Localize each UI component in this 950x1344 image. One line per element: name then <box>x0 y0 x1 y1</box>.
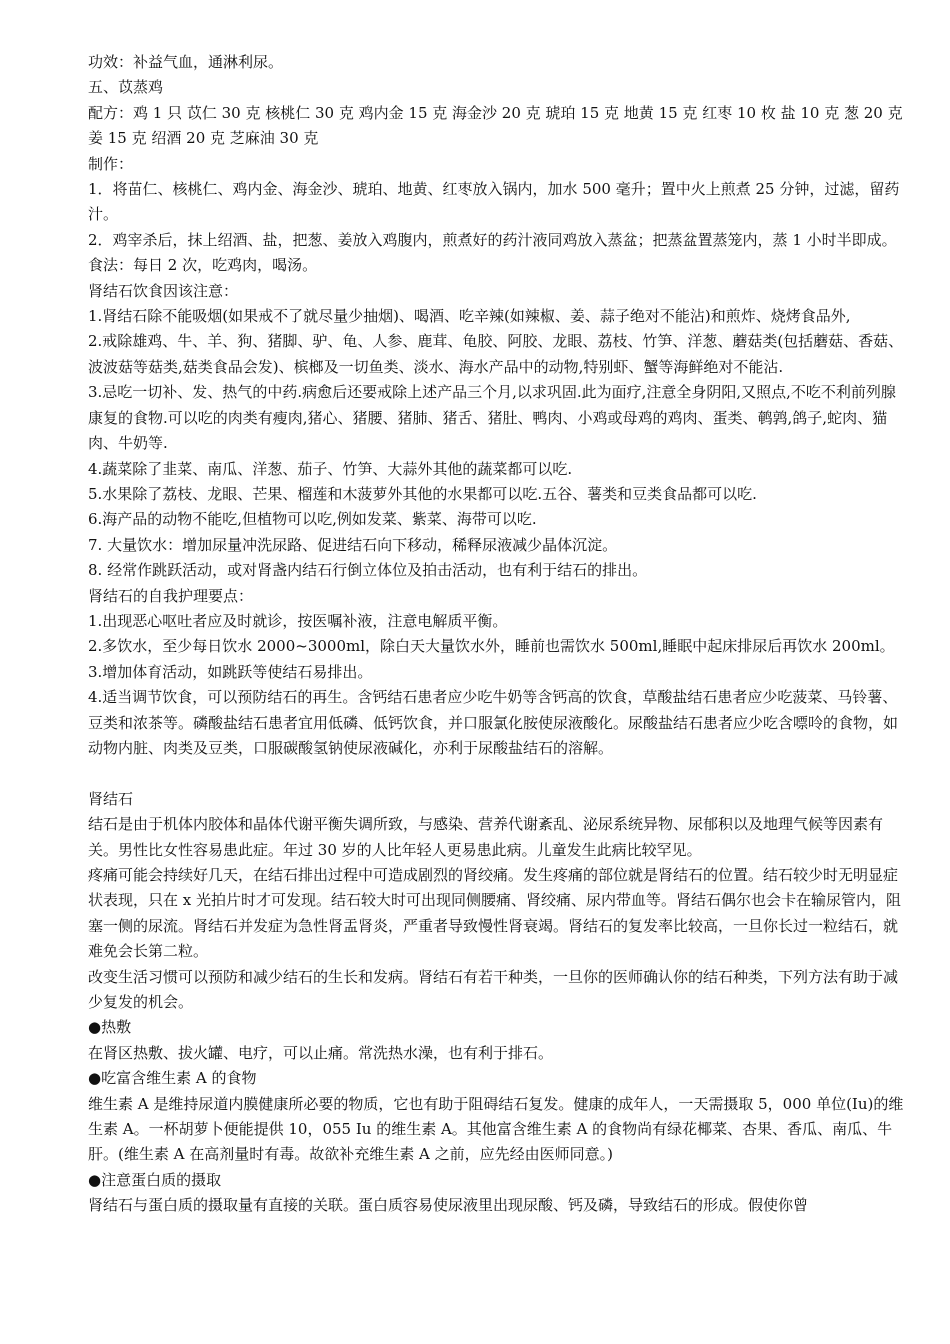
diet-note-4: 4.蔬菜除了韭菜、南瓜、洋葱、茄子、竹笋、大蒜外其他的蔬菜都可以吃. <box>88 459 573 478</box>
self-care-1: 1.出现恶心呕吐者应及时就诊，按医嘱补液，注意电解质平衡。 <box>88 611 508 630</box>
diet-note-8: 8. 经常作跳跃活动，或对肾盏内结石行倒立体位及拍击活动，也有利于结石的排出。 <box>88 561 648 580</box>
recipe-title: 五、苡蒸鸡 <box>88 78 164 97</box>
tip-hot-compress: 在肾区热敷、拔火罐、电疗，可以止痛。常洗热水澡，也有利于排石。 <box>88 1043 554 1062</box>
recipe-ingredients: 配方：鸡 1 只 苡仁 30 克 核桃仁 30 克 鸡内金 15 克 海金沙 20 克 琥珀 15 克 地黄 15 克 红枣 10 枚 盐 10 克 葱 20 克 姜 15 克 绍酒 20 克 芝麻油 30 克 <box>88 103 903 148</box>
recipe-usage: 食法：每日 2 次，吃鸡肉，喝汤。 <box>88 256 318 275</box>
section-title-kidney-stone: 肾结石 <box>88 789 134 808</box>
self-care-heading: 肾结石的自我护理要点： <box>88 586 254 605</box>
efficacy-line: 功效：补益气血，通淋利尿。 <box>88 53 284 71</box>
diet-note-7: 7. 大量饮水：增加尿量冲洗尿路、促进结石向下移动，稀释尿液减少晶体沉淀。 <box>88 535 618 554</box>
recipe-step-2: 2．鸡宰杀后，抹上绍酒、盐，把葱、姜放入鸡腹内，煎煮好的药汁液同鸡放入蒸盆；把蒸盆置蒸笼内，蒸 1 小时半即成。 <box>88 230 897 249</box>
tip-heading-hot-compress: ●热敷 <box>88 1018 132 1037</box>
diet-note-1: 1.肾结石除不能吸烟(如果戒不了就尽量少抽烟)、喝酒、吃辛辣(如辣椒、姜、蒜子绝对不能沾)和煎炸、烧烤食品外, <box>88 307 851 326</box>
tip-protein: 肾结石与蛋白质的摄取量有直接的关联。蛋白质容易使尿液里出现尿酸、钙及磷，导致结石的形成。假使你曾 <box>88 1196 809 1215</box>
diet-note-2: 2.戒除雄鸡、牛、羊、狗、猪脚、驴、龟、人参、鹿茸、龟胶、阿胶、龙眼、荔枝、竹笋、洋葱、蘑菇类(包括蘑菇、香菇、波波菇等菇类,菇类食品会发)、槟榔及一切鱼类、淡水、海水产品中的动物,特别虾、蟹等海鲜绝对不能沾. <box>88 332 904 376</box>
tip-heading-protein: ●注意蛋白质的摄取 <box>88 1170 222 1189</box>
self-care-2: 2.多饮水，至少每日饮水 2000~3000ml，除白天大量饮水外，睡前也需饮水 500ml,睡眠中起床排尿后再饮水 200ml。 <box>88 637 895 656</box>
self-care-4: 4.适当调节饮食，可以预防结石的再生。含钙结石患者应少吃牛奶等含钙高的饮食，草酸盐结石患者应少吃菠菜、马铃薯、豆类和浓茶等。磷酸盐结石患者宜用低磷、低钙饮食，并口服氯化胺使尿液酸化。尿酸盐结石患者应少吃含嘌呤的食物，如动物内脏、肉类及豆类，口服碳酸氢钠使尿液碱化，亦利于尿酸盐结石的溶解。 <box>88 688 899 757</box>
diet-note-3: 3.忌吃一切补、发、热气的中药.病愈后还要戒除上述产品三个月,以求巩固.此为面疗,注意全身阴阳,又照点,不吃不利前列腺康复的食物.可以吃的肉类有瘦肉,猪心、猪腰、猪肺、猪舌、猪肚、鸭肉、小鸡或母鸡的鸡肉、蛋类、鹌鹑,鸽子,蛇肉、猫肉、牛奶等. <box>88 383 896 453</box>
diet-note-6: 6.海产品的动物不能吃,但植物可以吃,例如发菜、紫菜、海带可以吃. <box>88 510 537 529</box>
diet-note-5: 5.水果除了荔枝、龙眼、芒果、榴莲和木菠萝外其他的水果都可以吃.五谷、薯类和豆类食品都可以吃. <box>88 484 757 503</box>
recipe-method-heading: 制作： <box>88 154 134 173</box>
blank-line <box>88 761 908 786</box>
prevention-paragraph: 改变生活习惯可以预防和减少结石的生长和发病。肾结石有若干种类，一旦你的医师确认你的结石种类，下列方法有助于减少复发的机会。 <box>88 967 899 1012</box>
cause-paragraph: 结石是由于机体内胶体和晶体代谢平衡失调所致，与感染、营养代谢紊乱、泌尿系统异物、尿郁积以及地理气候等因素有关。男性比女性容易患此症。年过 30 岁的人比年轻人更易患此病。儿童发生此病比较罕见。 <box>88 815 884 859</box>
diet-notes-heading: 肾结石饮食因该注意： <box>88 281 239 300</box>
symptom-paragraph: 疼痛可能会持续好几天，在结石排出过程中可造成剧烈的肾绞痛。发生疼痛的部位就是肾结石的位置。结石较少时无明显症状表现，只在 x 光拍片时才可发现。结石较大时可出现同侧腰痛、肾绞痛、尿内带血等。肾结石偶尔也会卡在输尿管内，阻塞一侧的尿流。肾结石并发症为急性肾盂肾炎，严重者导致慢性肾衰竭。肾结石的复发率比较高，一旦你长过一粒结石，就难免会长第二粒。 <box>88 865 902 961</box>
self-care-3: 3.增加体育活动，如跳跃等使结石易排出。 <box>88 662 373 681</box>
recipe-step-1: 1．将苗仁、核桃仁、鸡内金、海金沙、琥珀、地黄、红枣放入锅内，加水 500 毫升；置中火上煎煮 25 分钟，过滤，留药汁。 <box>88 180 900 224</box>
document-page <box>88 50 908 1219</box>
tip-vitamin-a: 维生素 A 是维持尿道内膜健康所必要的物质，它也有助于阻碍结石复发。健康的成年人，一天需摄取 5，000 单位(Iu)的维生素 A。一杯胡萝卜便能提供 10，055 Iu 的维生素 A。其他富含维生素 A 的食物尚有绿花椰菜、杏果、香瓜、南瓜、牛肝。(维生素 A 在高剂量时有毒。故欲补充维生素 A 之前，应先经由医师同意。) <box>88 1094 904 1164</box>
tip-heading-vitamin-a: ●吃富含维生素 A 的食物 <box>88 1069 257 1088</box>
